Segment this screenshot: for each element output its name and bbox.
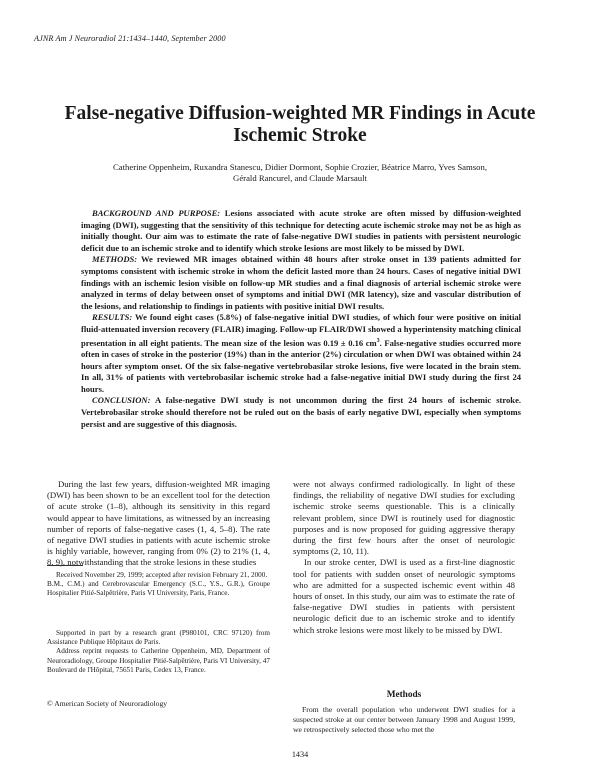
page-number: 1434 <box>291 750 309 759</box>
authors-line-2: Gérald Rancurel, and Claude Marsault <box>233 173 367 183</box>
abstract <box>81 208 521 430</box>
conclusion-label: CONCLUSION: <box>92 395 151 406</box>
copyright-notice: © American Society of Neuroradiology <box>47 699 168 708</box>
methods-paragraph: From the overall population who underwent DWI studies for a suspected stroke at our center between January 1998 and August 1999, we retrospectively selected those who met the <box>293 705 515 734</box>
background-text: Lesions associated with acute stroke are often missed by diffusion-weighted imaging (DWI), suggesting that the sensitivity of this technique for detecting acute ischemic stroke may not be as high as initially thought. Our aim was to estimate the rate of false-negative DWI studies in patients with persistent neurologic deficit due to an ischemic stroke and to identify which stroke lesions are most likely to be missed by DWI. <box>81 208 521 253</box>
conclusion-text: A false-negative DWI study is not uncommon during the first 24 hours of ischemic stroke. Vertebrobasilar stroke should therefore not be ruled out on the basis of early negative DWI, especially when symptoms persist and are suggestive of this diagnosis. <box>81 395 521 429</box>
footnote-address: Address reprint requests to Catherine Oppenheim, MD, Department of Neuroradiology, Groupe Hospitalier Pitié-Salpêtrière, Paris VI University, 47 Boulevard de l'Hôpital, 75651 Paris, Cedex 13, France. <box>47 647 270 674</box>
body-column-right <box>293 479 515 636</box>
article-title <box>20 103 580 147</box>
results-superscript: 3 <box>376 337 380 344</box>
footnote-divider <box>47 565 83 566</box>
right-paragraph-1: were not always confirmed radiologically. In light of these findings, the reliability of negative DWI studies for excluding ischemic stroke seems questionable. This is a clinically relevant problem, since DWI is routinely used for diagnostic purposes and is now proposed for guiding aggressive therapy during the first few hours after the onset of neurologic symptoms (2, 10, 11). <box>293 479 515 557</box>
author-list <box>50 162 550 184</box>
title-line-2: Ischemic Stroke <box>233 125 367 146</box>
abstract-background <box>81 208 521 254</box>
footnote-support: Supported in part by a research grant (P980101, CRC 97120) from Assistance Publique Hôpitaux de Paris. <box>47 629 270 647</box>
footnotes-dates <box>47 571 270 599</box>
footnote-received: Received November 29, 1999; accepted after revision February 21, 2000. <box>56 571 268 579</box>
title-line-1: False-negative Diffusion-weighted MR Findings in Acute <box>64 103 536 124</box>
authors-line-1: Catherine Oppenheim, Ruxandra Stanescu, Didier Dormont, Sophie Crozier, Béatrice Marro, Yves Samson, <box>112 162 488 172</box>
background-label: BACKGROUND AND PURPOSE: <box>92 208 221 218</box>
abstract-results <box>81 312 521 395</box>
footnote-affiliation: B.M., C.M.) and Cerebrovascular Emergency (S.C., Y.S., G.R.), Groupe Hospitalier Pitié-Salpêtrière, Paris VI University, Paris, France. <box>47 580 270 598</box>
running-head: AJNR Am J Neuroradiol 21:1434–1440, September 2000 <box>34 34 226 43</box>
results-text-a: We found eight cases (5.8%) of false-negative initial DWI studies, of which four were positive on initial fluid-attenuated inversion recovery (FLAIR) imaging. Follow-up FLAIR/DWI showed a hyperintensity matching clinical presentation in all eight patients. The mean size of the lesion was 0.19 ± 0.16 cm <box>81 312 522 348</box>
footnotes-support <box>47 629 270 675</box>
abstract-conclusion <box>81 395 521 430</box>
methods-text: We reviewed MR images obtained within 48 hours after stroke onset in 139 patients admitted for symptoms consistent with ischemic stroke in whom the deficit lasted more than 24 hours. Cases of negative initial DWI findings with an ischemic lesion visible on follow-up MR studies and a final diagnosis of arterial ischemic stroke were analyzed in terms of delay between onset of symptoms and initial DWI (MR latency), size and vascular distribution of the lesions, and relationship to findings in patients with positive initial DWI results. <box>81 254 521 311</box>
results-text-b: . False-negative studies occurred more often in cases of stroke in the posterior (19%) than in the anterior (2%) circulation or when DWI was obtained within 24 hours after symptom onset. Of the six false-negative vertebrobasilar stroke lesions, five were located in the brain stem. In all, 31% of patients with vertebrobasilar ischemic stroke had a false-negative initial DWI study during the first 24 hours. <box>81 337 521 394</box>
results-label: RESULTS: <box>92 312 133 323</box>
right-paragraph-2: In our stroke center, DWI is used as a first-line diagnostic tool for patients with sudden onset of neurologic symptoms who are admitted for a suspected ischemic event within 48 hours of onset. In this study, our aim was to estimate the rate of false-negative DWI studies in patients with persistent neurologic deficit due to an ischemic stroke and to identify which stroke lesions were most likely to be missed by DWI. <box>293 557 515 635</box>
methods-label: METHODS: <box>92 254 138 265</box>
methods-section <box>293 705 515 734</box>
methods-heading: Methods <box>386 690 422 700</box>
abstract-methods <box>81 254 521 312</box>
intro-paragraph: During the last few years, diffusion-weighted MR imaging (DWI) has been shown to be an excellent tool for the detection of acute stroke (1–8), although its sensitivity in this regard would appear to have limitations, as witnessed by an increasing number of reports of false-negative cases (1, 4, 5–8). The rate of negative DWI studies in patients with acute ischemic stroke is highly variable, however, ranging from 0% (2) to 21% (1, 4, 8, 9), notwithstanding that the stroke lesions in these studies <box>47 479 270 568</box>
body-column-left <box>47 479 270 569</box>
